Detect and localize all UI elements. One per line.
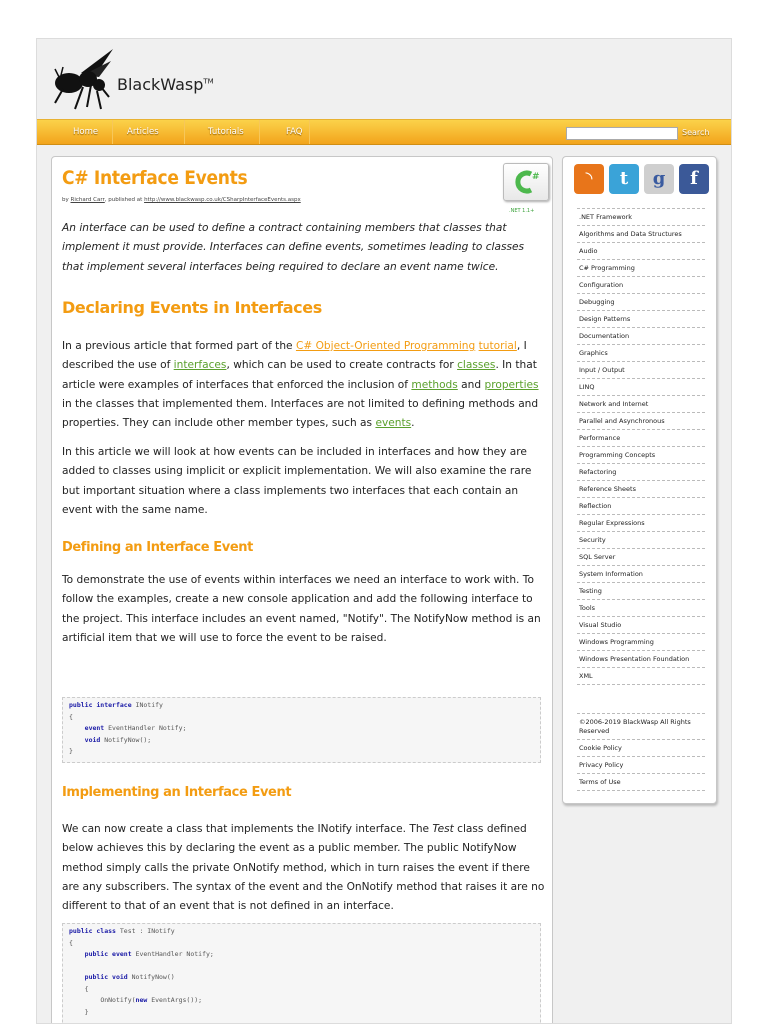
sidebar-category-link[interactable]: Reflection <box>577 498 705 515</box>
link-properties[interactable]: properties <box>484 378 539 391</box>
code-line: { <box>69 712 73 721</box>
sidebar-category-link[interactable]: Testing <box>577 583 705 600</box>
sidebar-category-link[interactable]: Documentation <box>577 328 705 345</box>
sidebar-category-link[interactable]: Windows Programming <box>577 634 705 651</box>
csharp-logo-icon <box>504 164 548 200</box>
code-line <box>69 1007 534 1019</box>
cookie-policy-link[interactable]: Cookie Policy <box>577 740 705 757</box>
code-line: { <box>69 938 73 947</box>
category-list <box>577 208 705 685</box>
code-keyword: public interface <box>69 701 132 709</box>
sidebar-category-link[interactable]: Reference Sheets <box>577 481 705 498</box>
paragraph-implementation <box>62 820 548 916</box>
rss-icon[interactable]: ◝ <box>574 164 604 194</box>
sidebar-category-link[interactable]: Regular Expressions <box>577 515 705 532</box>
code-text: Test : INotify <box>115 927 175 935</box>
sidebar-category-link[interactable]: System Information <box>577 566 705 583</box>
sidebar-category-link[interactable]: Algorithms and Data Structures <box>577 226 705 243</box>
code-keyword: public event <box>84 950 132 958</box>
code-text: } <box>84 1007 89 1016</box>
google-icon[interactable]: g <box>644 164 674 194</box>
text-run: In a previous article that formed part of the <box>62 340 296 352</box>
sidebar-category-link[interactable]: Parallel and Asynchronous <box>577 413 705 430</box>
main-navbar <box>37 119 732 145</box>
article-url-link[interactable]: http://www.blackwasp.co.uk/CSharpInterfaceEvents.aspx <box>144 197 301 203</box>
site-name: BlackWasp <box>117 75 204 94</box>
class-name-emphasis: Test <box>432 823 454 835</box>
nav-divider <box>184 120 185 144</box>
code-line <box>69 735 534 747</box>
sidebar-category-link[interactable]: LINQ <box>577 379 705 396</box>
nav-faq[interactable]: FAQ <box>286 127 303 137</box>
site-logo-text[interactable] <box>117 75 214 94</box>
code-line <box>69 961 534 973</box>
sidebar-category-link[interactable]: Tools <box>577 600 705 617</box>
link-methods[interactable]: methods <box>411 378 458 391</box>
code-block-interface <box>62 697 541 763</box>
code-text: EventHandler Notify; <box>131 950 214 958</box>
nav-divider <box>309 120 310 144</box>
code-line: } <box>69 747 73 755</box>
article-panel <box>51 156 553 1024</box>
code-text: NotifyNow() <box>127 973 175 981</box>
sidebar-category-link[interactable]: Graphics <box>577 345 705 362</box>
code-text: { <box>84 984 89 993</box>
sidebar-category-link[interactable]: Programming Concepts <box>577 447 705 464</box>
svg-text:#: # <box>532 172 540 182</box>
nav-articles[interactable]: Articles <box>127 127 159 137</box>
search-input[interactable] <box>566 127 678 140</box>
text-run: in the classes that implemented them. Interfaces are not limited to defining methods and properties. They can include other member types, such as <box>62 397 539 430</box>
terms-of-use-link[interactable]: Terms of Use <box>577 774 705 791</box>
sidebar-category-link[interactable]: SQL Server <box>577 549 705 566</box>
link-interfaces[interactable]: interfaces <box>173 359 227 372</box>
sidebar-category-link[interactable]: .NET Framework <box>577 208 705 226</box>
sidebar-category-link[interactable]: Performance <box>577 430 705 447</box>
code-text: NotifyNow(); <box>100 735 152 744</box>
text-run: and <box>457 378 485 391</box>
code-line <box>69 700 534 712</box>
code-text: INotify <box>131 701 163 709</box>
code-keyword: public void <box>84 973 128 981</box>
code-keyword: public class <box>69 927 116 935</box>
text-run: We can now create a class that implements the INotify interface. The <box>62 823 433 835</box>
code-text: OnNotify( <box>100 996 136 1004</box>
site-header <box>37 39 732 119</box>
code-line <box>69 984 534 996</box>
sidebar-category-link[interactable]: Audio <box>577 243 705 260</box>
search-button[interactable]: Search <box>682 128 710 137</box>
twitter-icon[interactable]: t <box>609 164 639 194</box>
privacy-policy-link[interactable]: Privacy Policy <box>577 757 705 774</box>
link-oop-tutorial[interactable]: C# Object-Oriented Programming <box>295 340 476 352</box>
article-byline <box>62 197 301 203</box>
nav-divider <box>112 120 113 144</box>
page-title: C# Interface Events <box>62 167 248 189</box>
sidebar-category-link[interactable]: Debugging <box>577 294 705 311</box>
author-link[interactable]: Richard Carr <box>70 197 105 203</box>
nav-home[interactable]: Home <box>73 127 99 137</box>
facebook-icon[interactable]: f <box>679 164 709 194</box>
paragraph-previous-article <box>62 337 548 433</box>
code-line <box>69 972 534 984</box>
byline-prefix: by <box>62 197 71 203</box>
heading-defining-event: Defining an Interface Event <box>62 540 253 555</box>
paragraph-demonstrate: To demonstrate the use of events within interfaces we need an interface to work with. To follow the examples, create a new console application and add the following interface to the project. This interface includes an event named, "Notify". The NotifyNow method is an artificial item that we will use to force the event to be raised. <box>62 574 541 644</box>
code-line <box>69 723 534 735</box>
framework-version-label: .NET 1.1+ <box>509 208 535 214</box>
sidebar-category-link[interactable]: Network and Internet <box>577 396 705 413</box>
link-tutorial[interactable]: tutorial <box>478 340 517 352</box>
wasp-logo-icon[interactable] <box>53 47 117 113</box>
link-classes[interactable]: classes <box>457 359 496 372</box>
sidebar-category-link[interactable]: Design Patterns <box>577 311 705 328</box>
copyright-notice: ©2006-2019 BlackWasp All Rights Reserved <box>577 713 705 740</box>
text-run: , which can be used to create contracts for <box>226 359 458 372</box>
code-text: EventArgs()); <box>147 996 203 1004</box>
heading-implementing-event: Implementing an Interface Event <box>62 785 292 800</box>
link-events[interactable]: events <box>375 417 412 430</box>
article-intro: An interface can be used to define a contract containing members that classes that implement it must provide. Interfaces can define events, sometimes leading to classes that implement several interfaces being required to declare an event name twice. <box>62 222 525 273</box>
nav-divider <box>259 120 260 144</box>
text-run: , I described the use of <box>62 340 527 372</box>
trademark: TM <box>203 77 214 86</box>
sidebar-category-link[interactable]: Security <box>577 532 705 549</box>
heading-declaring-events: Declaring Events in Interfaces <box>62 298 322 317</box>
sidebar-category-link[interactable]: XML <box>577 668 705 685</box>
code-keyword: void <box>84 735 101 744</box>
sidebar <box>562 156 717 804</box>
code-line <box>69 926 534 938</box>
text-run: . In that article were examples of interfaces that enforced the inclusion of <box>62 359 537 391</box>
sidebar-category-link[interactable]: Refactoring <box>577 464 705 481</box>
sidebar-category-link[interactable]: Input / Output <box>577 362 705 379</box>
page-frame <box>36 38 732 1024</box>
sidebar-category-link[interactable]: Configuration <box>577 277 705 294</box>
paragraph-this-article: In this article we will look at how events can be included in interfaces and how they are added to classes using implicit or explicit implementation. We will also examine the rare but important situation where a class implements two interfaces that each contain an event with the same name. <box>62 446 532 516</box>
sidebar-category-link[interactable]: Windows Presentation Foundation <box>577 651 705 668</box>
code-line <box>69 995 534 1007</box>
code-keyword: new <box>135 996 148 1004</box>
code-block-class <box>62 923 541 1024</box>
sidebar-category-link[interactable]: Visual Studio <box>577 617 705 634</box>
framework-badge <box>503 163 549 201</box>
text-run: class defined below achieves this by declaring the event as a public member. The public NotifyNow method simply calls the private OnNotify method, which in turn raises the event if there are any subscribers. The syntax of the event and the OnNotify method that raises it are no different to that of an event that is not defined in an interface. <box>62 823 545 913</box>
sidebar-footer <box>577 713 705 791</box>
code-text: EventHandler Notify; <box>104 724 187 732</box>
byline-mid: , published at <box>104 197 145 203</box>
nav-tutorials[interactable]: Tutorials <box>208 127 244 137</box>
sidebar-category-link[interactable]: C# Programming <box>577 260 705 277</box>
code-line <box>69 949 534 961</box>
text-run: . <box>411 417 415 430</box>
code-keyword: event <box>84 724 105 732</box>
